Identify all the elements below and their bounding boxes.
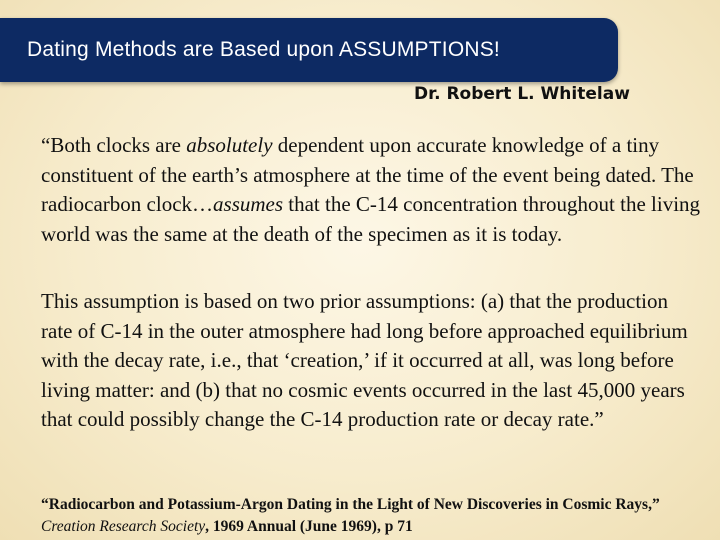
quote-text: “Both clocks are xyxy=(41,133,187,157)
quote-paragraph-1 xyxy=(41,131,701,249)
slide-title: Dating Methods are Based upon ASSUMPTIONS! xyxy=(27,38,500,61)
title-bar xyxy=(0,18,618,82)
citation-title: “Radiocarbon and Potassium-Argon Dating in the Light of New Discoveries in Cosmic Rays,” xyxy=(41,496,660,513)
emphasis-absolutely: absolutely xyxy=(186,133,273,157)
citation-journal: Creation Research Society xyxy=(41,518,206,535)
quote-paragraph-2: This assumption is based on two prior assumptions: (a) that the production rate of C-14 in the outer atmosphere had long before approached equilibrium with the decay rate, i.e., that ‘creation,’ if it occurred at all, was long before living matter: and (b) that no cosmic events occurred in the last 45,000 years that could possibly change the C-14 production rate or decay rate.” xyxy=(41,289,688,431)
quote-text: that the C-14 concentration throughout the living world was the same at the death of the specimen as it is today. xyxy=(41,192,701,246)
citation xyxy=(41,494,711,538)
quote-text: dependent upon accurate knowledge of a tiny constituent of the earth’s atmosphere at the time of the event being dated. The radiocarbon clock… xyxy=(41,133,694,216)
emphasis-assumes: assumes xyxy=(213,192,284,216)
author-name: Dr. Robert L. Whitelaw xyxy=(414,84,630,104)
citation-details: , 1969 Annual (June 1969), p 71 xyxy=(205,518,413,535)
